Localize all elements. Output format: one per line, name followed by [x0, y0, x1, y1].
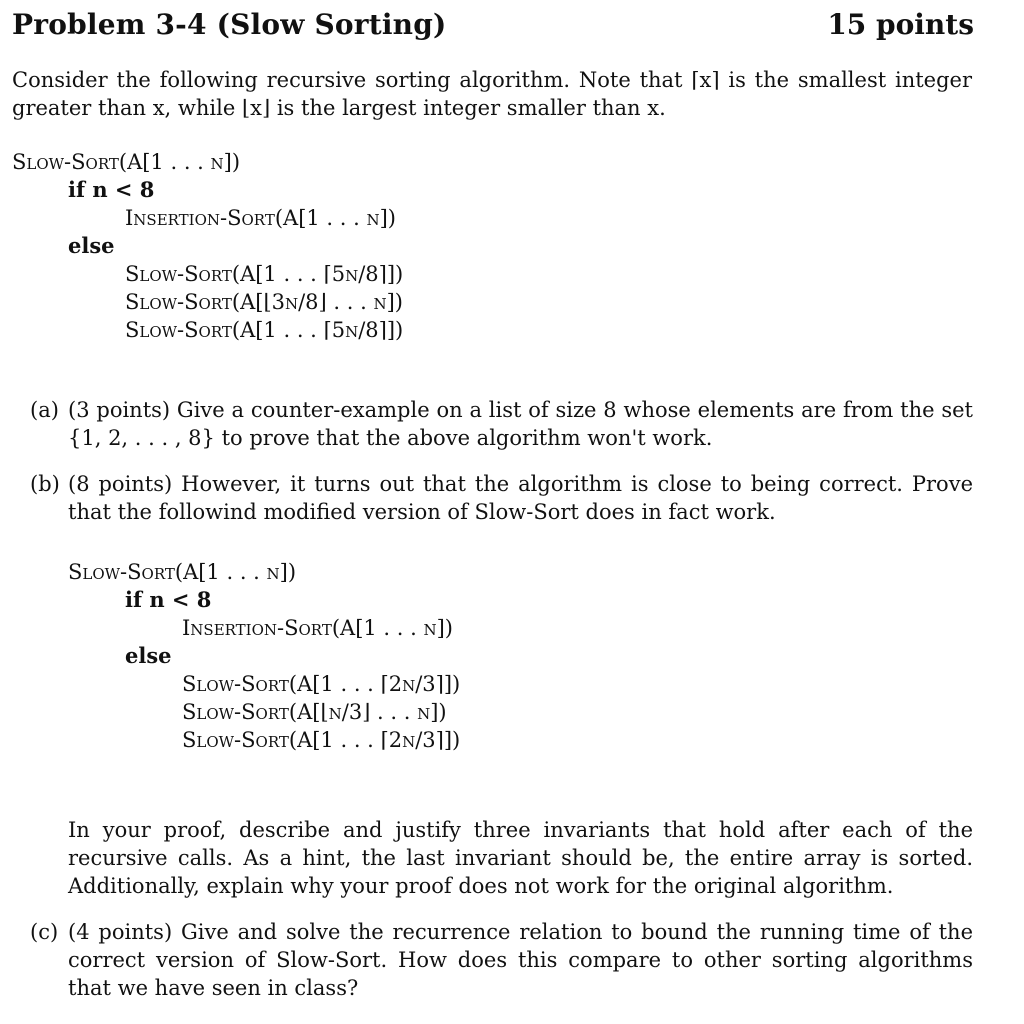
algo1-line-if: if n < 8 — [68, 177, 155, 202]
algo2-line-insertion: Insertion-Sort(A[1 . . . n]) — [182, 616, 453, 640]
part-c — [0, 918, 1024, 1008]
part-b-followup-text: In your proof, describe and justify three invariants that hold after each of the recursive calls. As a hint, the last invariant should be, the entire array is sorted. Additionally, explain why your proof does not work for the original algorithm. — [68, 818, 973, 898]
algo2-line-call-2: Slow-Sort(A[⌊n/3⌋ . . . n]) — [182, 700, 447, 724]
algo1-line-call-2: Slow-Sort(A[⌊3n/8⌋ . . . n]) — [125, 290, 403, 314]
algo2-line-call-3: Slow-Sort(A[1 . . . ⌈2n/3⌉]) — [182, 728, 461, 752]
part-a — [0, 396, 1024, 456]
part-b-followup — [0, 816, 1024, 906]
part-a-text: (3 points) Give a counter-example on a list of size 8 whose elements are from the set {1, 2, . . . , 8} to prove that the above algorithm won't work. — [68, 398, 973, 450]
algo1-line-else: else — [68, 233, 115, 258]
algo2-line-call-1: Slow-Sort(A[1 . . . ⌈2n/3⌉]) — [182, 672, 461, 696]
algo1-line-call-3: Slow-Sort(A[1 . . . ⌈5n/8⌉]) — [125, 318, 404, 342]
algo2-line-signature: Slow-Sort(A[1 . . . n]) — [68, 560, 297, 584]
part-c-text: (4 points) Give and solve the recurrence relation to bound the running time of the correct version of Slow-Sort. How does this compare to other sorting algorithms that we have seen in class? — [68, 920, 973, 1000]
algo1-line-call-1: Slow-Sort(A[1 . . . ⌈5n/8⌉]) — [125, 262, 404, 286]
algo2-line-if: if n < 8 — [125, 587, 212, 612]
problem-points: 15 points — [827, 8, 974, 41]
problem-title: Problem 3-4 (Slow Sorting) — [12, 8, 447, 41]
algo1-line-signature: Slow-Sort(A[1 . . . n]) — [12, 150, 241, 174]
part-b — [0, 470, 1024, 530]
intro-paragraph: Consider the following recursive sorting algorithm. Note that ⌈x⌉ is the smallest integer greater than x, while ⌊x⌋ is the largest integer smaller than x. — [12, 68, 972, 120]
part-b-text: (8 points) However, it turns out that the algorithm is close to being correct. Prove that the followind modified version of Slow-Sort does in fact work. — [68, 472, 973, 524]
algo1-line-insertion: Insertion-Sort(A[1 . . . n]) — [125, 206, 396, 230]
part-a-label: (a) — [30, 398, 59, 422]
part-b-label: (b) — [30, 472, 60, 496]
algo2-line-else: else — [125, 643, 172, 668]
part-c-label: (c) — [30, 920, 59, 944]
